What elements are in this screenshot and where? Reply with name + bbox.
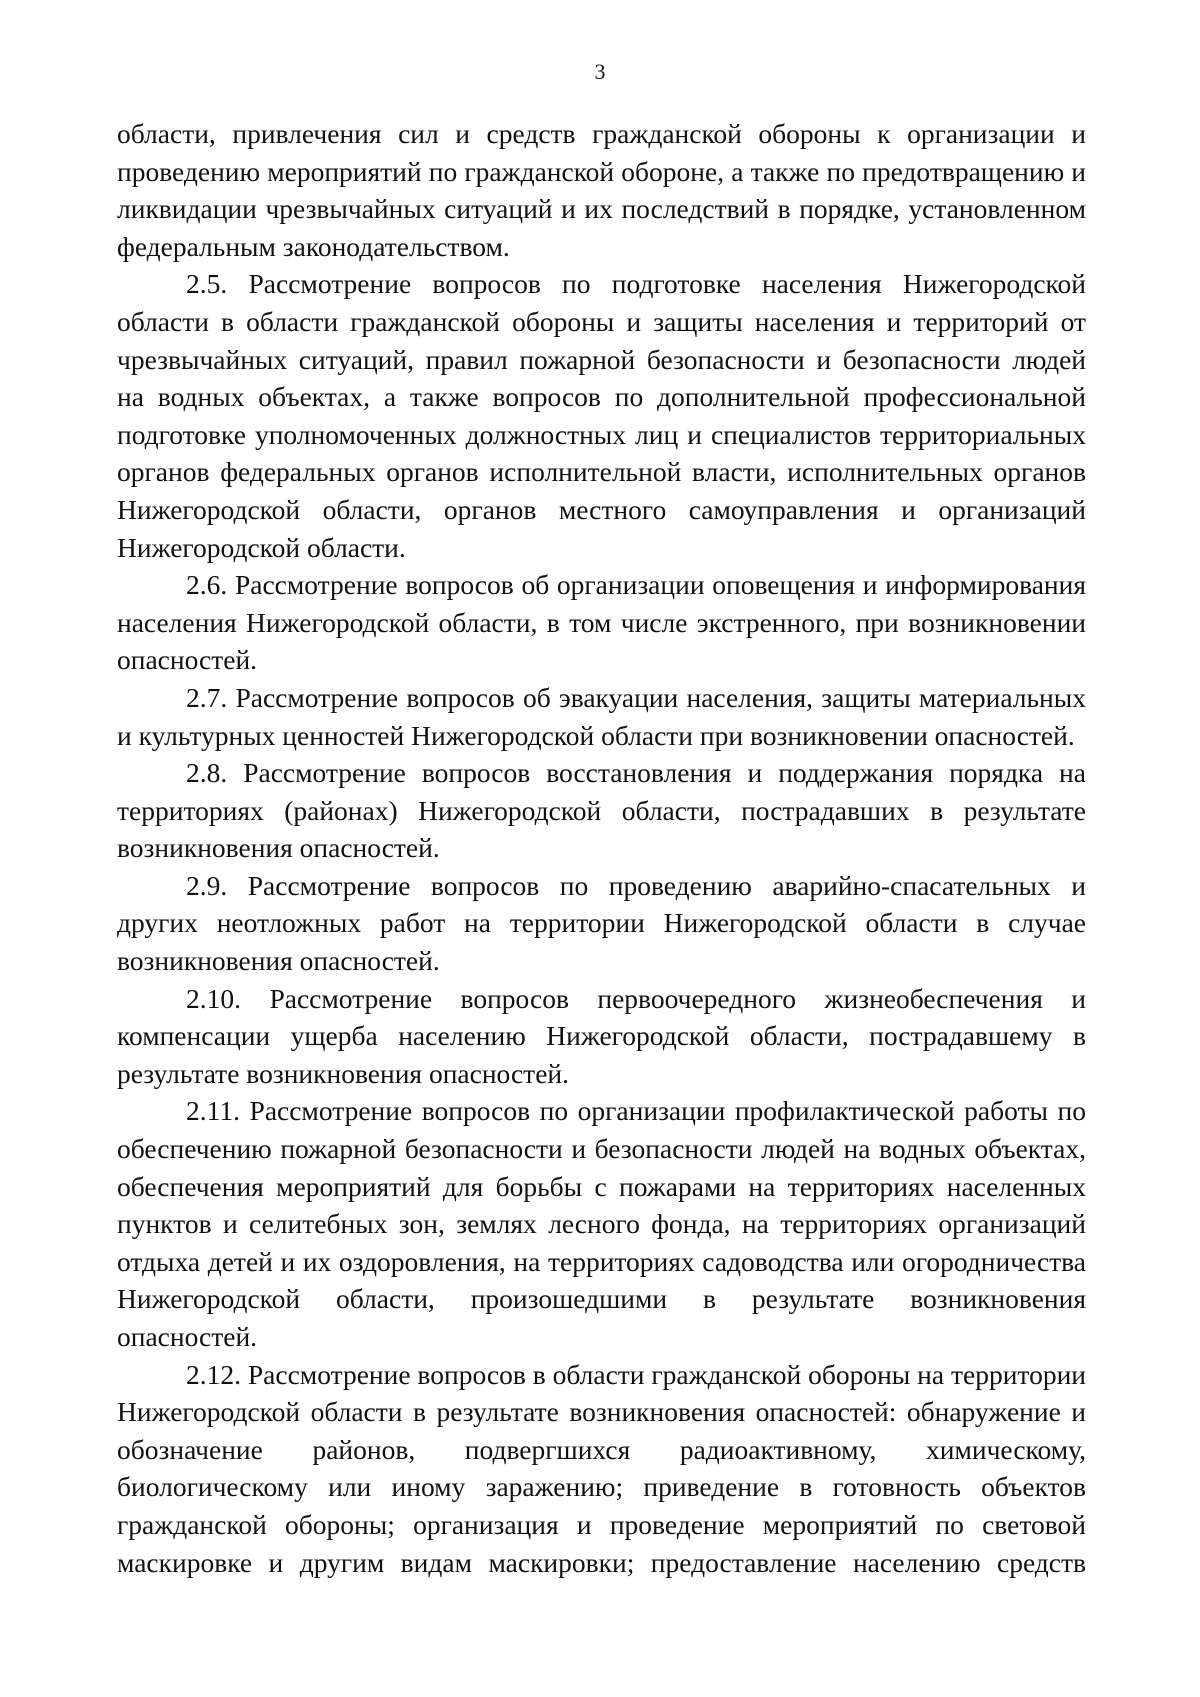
paragraph-2-11: 2.11. Рассмотрение вопросов по организации профилактической работы по обеспечению пожарной безопасности и безопасности людей на водных объектах, обеспечения мероприятий для борьбы с пожарами на территориях населенных пунктов и селитебных зон, землях лесного фонда, на территориях организаций отдыха детей и их оздоровления, на территориях садоводства или огородничества Нижегородской области, произошедшими в результате возникновения опасностей.	[117, 1095, 1086, 1352]
paragraph-2-10: 2.10. Рассмотрение вопросов первоочередного жизнеобеспечения и компенсации ущерба населению Нижегородской области, пострадавшему в результате возникновения опасностей.	[117, 982, 1086, 1089]
paragraph-2-7: 2.7. Рассмотрение вопросов об эвакуации населения, защиты материальных и культурных ценностей Нижегородской области при возникновении опасностей.	[117, 681, 1086, 751]
paragraph-2-6: 2.6. Рассмотрение вопросов об организации оповещения и информирования населения Нижегородской области, в том числе экстренного, при возникновении опасностей.	[117, 569, 1086, 676]
paragraph-continuation: области, привлечения сил и средств гражданской обороны к организации и проведению мероприятий по гражданской обороне, а также по предотвращению и ликвидации чрезвычайных ситуаций и их последствий в порядке, установленном федеральным законодательством.	[117, 118, 1086, 262]
page-number: 3	[594, 59, 606, 84]
paragraph-2-9: 2.9. Рассмотрение вопросов по проведению аварийно-спасательных и других неотложных работ на территории Нижегородской области в случае возникновения опасностей.	[117, 869, 1086, 977]
document-body	[117, 115, 1086, 1581]
paragraph-2-5: 2.5. Рассмотрение вопросов по подготовке населения Нижегородской области в области гражданской обороны и защиты населения и территорий от чрезвычайных ситуаций, правил пожарной безопасности и безопасности людей на водных объектах, а также вопросов по дополнительной профессиональной подготовке уполномоченных должностных лиц и специалистов территориальных органов федеральных органов исполнительной власти, исполнительных органов Нижегородской области, органов местного самоуправления и организаций Нижегородской области.	[117, 268, 1086, 563]
paragraph-2-12: 2.12. Рассмотрение вопросов в области гражданской обороны на территории Нижегородской области в результате возникновения опасностей: обнаружение и обозначение районов, подвергшихся радиоактивному, химическому, биологическому или иному заражению; приведение в готовность объектов гражданской обороны; организация и проведение мероприятий по световой маскировке и другим видам маскировки; предоставление населению средств	[117, 1358, 1086, 1578]
paragraph-2-8: 2.8. Рассмотрение вопросов восстановления и поддержания порядка на территориях (районах) Нижегородской области, пострадавших в результате возникновения опасностей.	[117, 757, 1086, 864]
